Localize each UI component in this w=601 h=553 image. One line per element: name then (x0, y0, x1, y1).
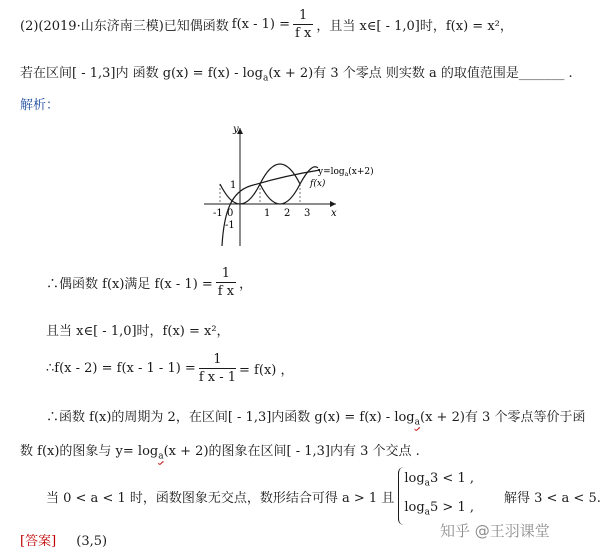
problem-line2-sub: a (262, 73, 269, 84)
problem-fraction-num: 1 (293, 8, 313, 25)
solution-l4a: ∴函数 f(x)的周期为 2，在区间[ - 1,3]内函数 g(x) = f(x) - log (46, 410, 415, 425)
solution-line-4b (20, 440, 420, 462)
solution-l1-fraction (216, 266, 236, 299)
solution-l4b: 数 f(x)的图象与 y= log (20, 444, 159, 459)
solution-l3: ∴f(x - 2) = f(x - 1 - 1) = (46, 360, 196, 376)
y-tick-1: 1 (230, 180, 237, 191)
analysis-label: 解析： (20, 98, 60, 113)
solution-l5b: 解得 3 < a < 5. (503, 490, 601, 506)
x-tick-1: 1 (264, 208, 271, 219)
problem-fx1: f(x - 1) = (231, 16, 291, 32)
solution-l4a-end: (x + 2)有 3 个零点等价于函 (420, 410, 586, 425)
watermark-text: 知乎 @王羽课堂 (440, 522, 550, 540)
x-tick-3: 3 (304, 208, 311, 219)
solution-l4b-sub: a (158, 451, 164, 462)
solution-line-3 (46, 348, 293, 388)
case-1: $\log_a3 < 1$ , (404, 471, 474, 489)
y-tick-neg1: -1 (225, 220, 235, 231)
solution-line-2: 且当 x∈[ - 1,0]时，f(x) = x²， (46, 324, 230, 339)
solution-l1-num: 1 (216, 266, 236, 283)
solution-l5a: 当 0 < a < 1 时，函数图象无交点，数形结合可得 a > 1 且 (46, 490, 395, 506)
x-axis-arrow (330, 201, 336, 207)
solution-l3-num: 1 (199, 352, 236, 369)
solution-l1-end: ， (239, 276, 253, 292)
problem-line2-end: (x + 2)有 3 个零点 则实数 a 的取值范围是_______ . (268, 66, 573, 81)
function-graph (200, 118, 380, 250)
x-tick-neg1: -1 (213, 208, 223, 219)
solution-line-5 (46, 470, 601, 522)
answer-value: (3,5) (76, 534, 108, 549)
x-tick-2: 2 (284, 208, 291, 219)
problem-fraction (293, 8, 313, 41)
log-curve-label: $y=\log_a(x+2)$ (318, 167, 374, 178)
answer-line (20, 530, 107, 549)
problem-line-2 (20, 62, 573, 84)
solution-l3-end: = f(x) ， (239, 362, 294, 378)
solution-l3-fraction (199, 352, 236, 385)
solution-l1-den: f x (217, 283, 235, 299)
problem-fraction-den: f x (295, 25, 312, 41)
problem-line2: 若在区间[ - 1,3]内 函数 g(x) = f(x) - log (20, 66, 263, 81)
problem-line-1 (20, 4, 513, 44)
case-2: $\log_a5 > 1$ , (404, 500, 474, 518)
problem-cond: ，且当 x∈[ - 1,0]时，f(x) = x²， (316, 18, 513, 34)
cases-brace (398, 467, 474, 524)
y-axis-label: y (233, 124, 239, 135)
solution-line-1 (46, 262, 252, 302)
x-tick-0: 0 (227, 208, 234, 219)
fx-label: f(x) (310, 179, 326, 189)
solution-l4b-end: (x + 2)的图象在区间[ - 1,3]内有 3 个交点 . (163, 444, 420, 459)
solution-line-4a (46, 406, 585, 428)
x-axis-label: x (331, 208, 337, 219)
solution-l3-den: f x - 1 (198, 369, 237, 385)
solution-l1: ∴偶函数 f(x)满足 f(x - 1) = (46, 276, 213, 292)
answer-label: [答案] (20, 534, 57, 549)
solution-l4a-sub: a (414, 417, 421, 428)
problem-prefix: (2)(2019·山东济南三模)已知偶函数 (20, 18, 229, 34)
